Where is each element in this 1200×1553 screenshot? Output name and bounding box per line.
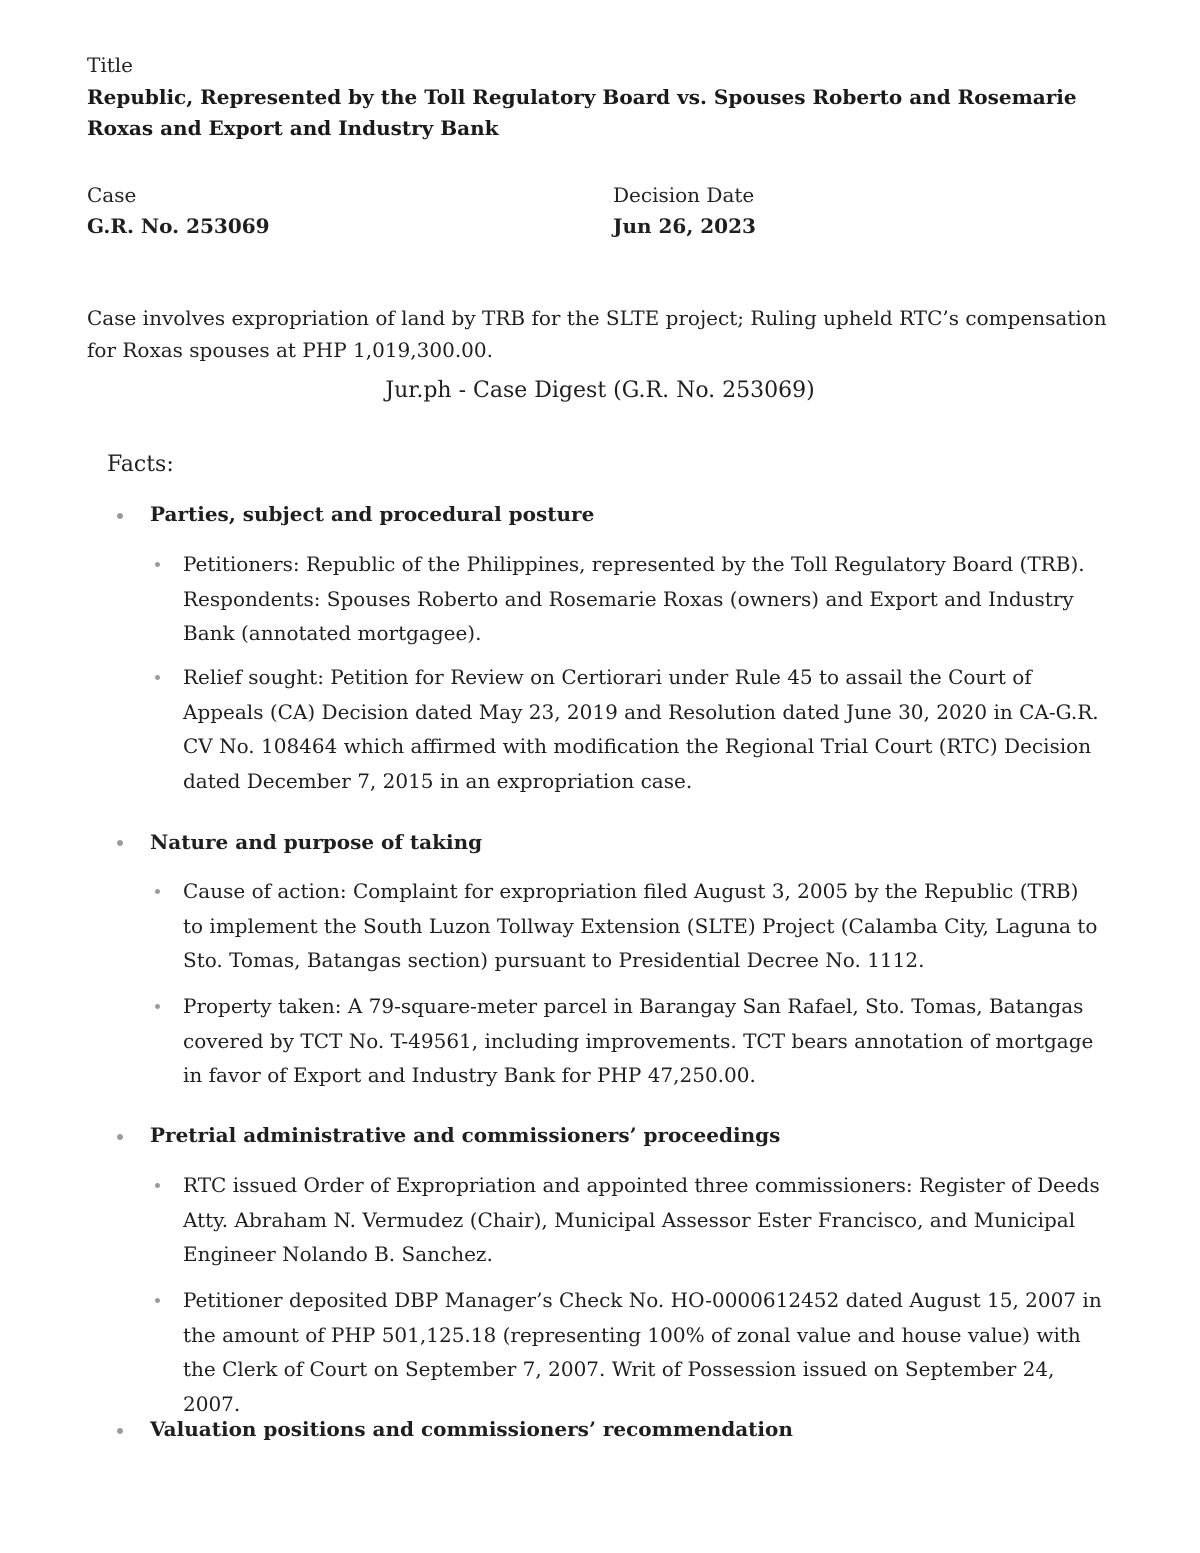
decision-date-value: Jun 26, 2023 [613, 214, 756, 238]
list-item: Petitioners: Republic of the Philippines, represented by the Toll Regulatory Board (TRB). Respondents: Spouses Roberto and Rosemarie Roxas (owners) and Export and Industry Bank (annotated mortgagee). [183, 552, 1085, 645]
case-label: Case [87, 183, 137, 207]
list-item: Relief sought: Petition for Review on Certiorari under Rule 45 to assail the Court of Appeals (CA) Decision dated May 23, 2019 and Resolution dated June 30, 2020 in CA-G.R. CV No. 108464 which affirmed with modification the Regional Trial Court (RTC) Decision dated December 7, 2015 in an expropriation case. [183, 665, 1099, 793]
section-title: Parties, subject and procedural posture [150, 502, 595, 526]
bullet-icon [155, 675, 160, 680]
bullet-icon [117, 840, 123, 846]
bullet-icon [155, 1004, 160, 1009]
decision-date-label: Decision Date [613, 183, 755, 207]
section-title: Valuation positions and commissioners’ recommendation [150, 1417, 793, 1441]
section-title: Pretrial administrative and commissioners’ proceedings [150, 1123, 781, 1147]
digest-heading: Jur.ph - Case Digest (G.R. No. 253069) [385, 378, 815, 403]
list-item: RTC issued Order of Expropriation and appointed three commissioners: Register of Deeds Atty. Abraham N. Vermudez (Chair), Municipal Assessor Ester Francisco, and Municipal Engineer Nolando B. Sanchez. [183, 1173, 1100, 1266]
bullet-icon [155, 1183, 160, 1188]
case-summary: Case involves expropriation of land by TRB for the SLTE project; Ruling upheld RTC’s compensation for Roxas spouses at PHP 1,019,300.00. [87, 306, 1107, 362]
bullet-icon [117, 1428, 123, 1434]
bullet-icon [155, 1298, 160, 1303]
bullet-icon [117, 513, 123, 519]
title-label: Title [87, 53, 134, 77]
list-item: Cause of action: Complaint for expropriation filed August 3, 2005 by the Republic (TRB) to implement the South Luzon Tollway Extension (SLTE) Project (Calamba City, Laguna to Sto. Tomas, Batangas section) pursuant to Presidential Decree No. 1112. [183, 879, 1098, 972]
case-number: G.R. No. 253069 [87, 214, 270, 238]
list-item: Property taken: A 79-square-meter parcel in Barangay San Rafael, Sto. Tomas, Batangas covered by TCT No. T-49561, including improvements. TCT bears annotation of mortgage in favor of Export and Industry Bank for PHP 47,250.00. [183, 994, 1094, 1087]
case-title: Republic, Represented by the Toll Regulatory Board vs. Spouses Roberto and Rosemarie Roxas and Export and Industry Bank [87, 85, 1077, 140]
bullet-icon [117, 1134, 123, 1140]
bullet-icon [155, 889, 160, 894]
list-item: Petitioner deposited DBP Manager’s Check No. HO-0000612452 dated August 15, 2007 in the amount of PHP 501,125.18 (representing 100% of zonal value and house value) with the Clerk of Court on September 7, 2007. Writ of Possession issued on September 24, 2007. [183, 1288, 1102, 1416]
facts-heading: Facts: [107, 452, 174, 477]
bullet-icon [155, 562, 160, 567]
section-title: Nature and purpose of taking [150, 830, 483, 854]
